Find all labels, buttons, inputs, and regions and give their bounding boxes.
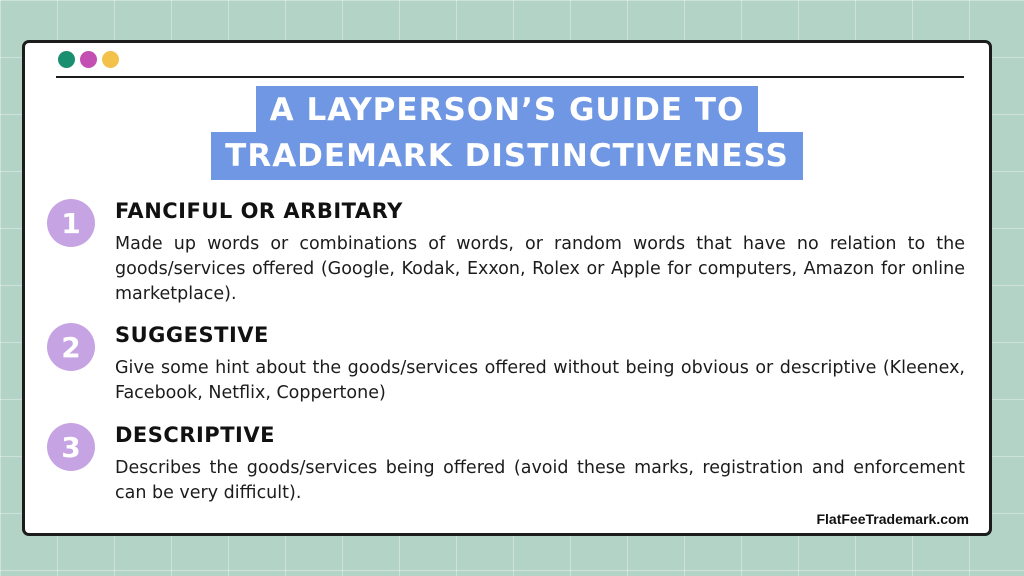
yellow-dot xyxy=(102,51,119,68)
window-controls xyxy=(58,51,119,68)
magenta-dot xyxy=(80,51,97,68)
item-heading-fanciful: FANCIFUL OR ARBITARY xyxy=(115,199,403,223)
title-line-2: TRADEMARK DISTINCTIVENESS xyxy=(211,132,803,180)
page-title xyxy=(25,86,989,180)
number-badge-1: 1 xyxy=(47,199,95,247)
green-dot xyxy=(58,51,75,68)
footer-site-link[interactable]: FlatFeeTrademark.com xyxy=(816,511,969,527)
item-heading-suggestive: SUGGESTIVE xyxy=(115,323,269,347)
header-divider xyxy=(56,76,964,78)
content-card xyxy=(22,40,992,536)
item-heading-descriptive: DESCRIPTIVE xyxy=(115,423,275,447)
number-badge-2: 2 xyxy=(47,323,95,371)
item-description-suggestive: Give some hint about the goods/services offered without being obvious or descriptive (Kleenex, Facebook, Netflix, Coppertone) xyxy=(115,358,965,403)
item-description-fanciful: Made up words or combinations of words, or random words that have no relation to the goods/services offered (Google, Kodak, Exxon, Rolex or Apple for computers, Amazon for online marketplace). xyxy=(115,234,965,304)
number-badge-3: 3 xyxy=(47,423,95,471)
item-description-descriptive: Describes the goods/services being offered (avoid these marks, registration and enforcement can be very difficult). xyxy=(115,458,965,503)
title-line-1: A LAYPERSON’S GUIDE TO xyxy=(256,86,759,134)
